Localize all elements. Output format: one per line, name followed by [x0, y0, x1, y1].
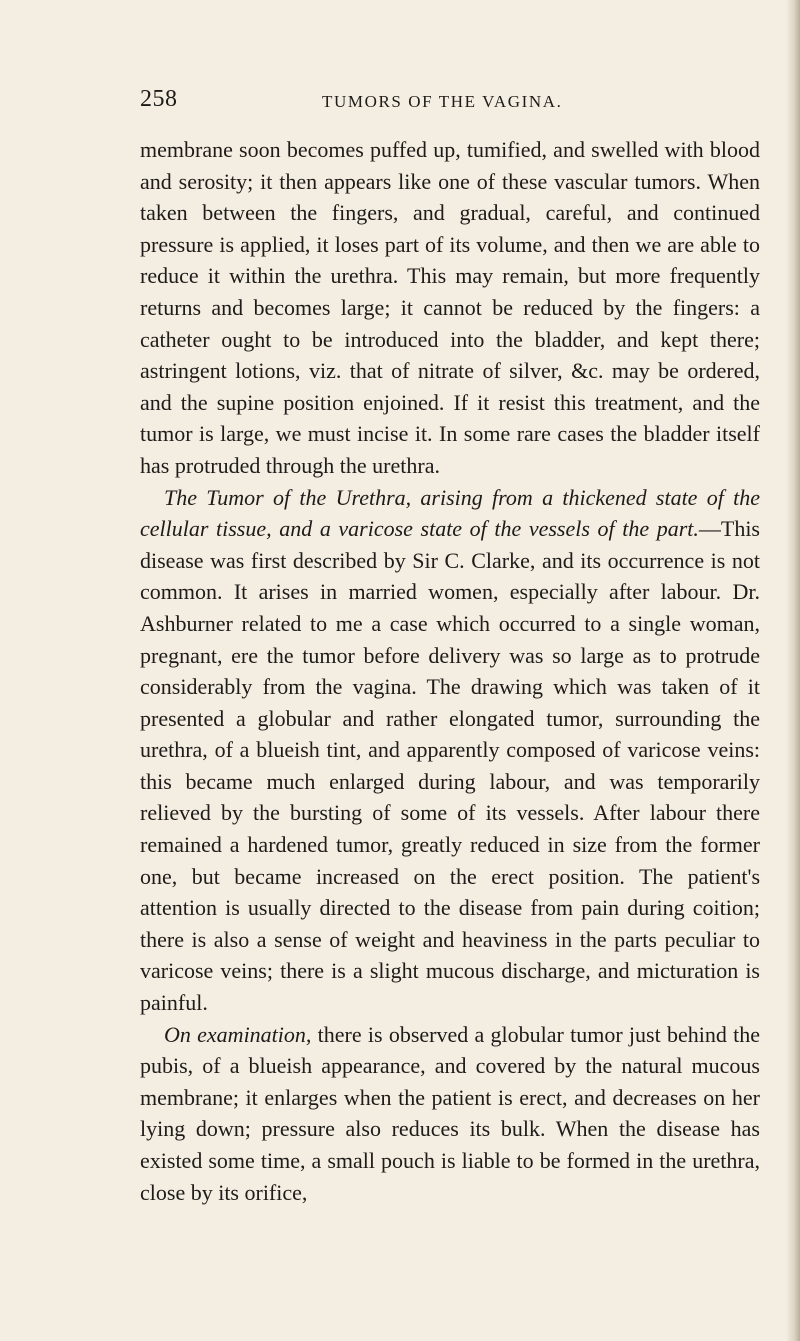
paragraph-1 [140, 134, 760, 482]
paragraph-2 [140, 482, 760, 1019]
paragraph-2-text: —This disease was first described by Sir C. Clarke, and its occurrence is not common. It arises in married women, especially after labour. Dr. Ashburner related to me a case which occurred to a single woman, pregnant, ere the tumor before delivery was so large as to protrude considerably from the vagina. The drawing which was taken of it presented a globular and rather elongated tumor, surrounding the urethra, of a blueish tint, and apparently composed of varicose veins: this became much enlarged during labour, and was temporarily relieved by the bursting of some of its vessels. After labour there remained a hardened tumor, greatly reduced in size from the former one, but became increased on the erect position. The patient's attention is usually directed to the disease from pain during coition; there is also a sense of weight and heaviness in the parts peculiar to varicose veins; there is a slight mucous discharge, and micturation is painful. [140, 516, 760, 1016]
paragraph-1-text: membrane soon becomes puffed up, tumified, and swelled with blood and serosity; it then appears like one of these vascular tumors. When taken between the fingers, and gradual, careful, and continued pressure is applied, it loses part of its volume, and then we are able to reduce it within the urethra. This may remain, but more frequently returns and becomes large; it cannot be reduced by the fingers: a catheter ought to be introduced into the bladder, and kept there; astringent lotions, viz. that of nitrate of silver, &c. may be ordered, and the supine position enjoined. If it resist this treatment, and the tumor is large, we must incise it. In some rare cases the bladder itself has protruded through the urethra. [140, 137, 760, 478]
page-edge-shadow [786, 0, 800, 1341]
page-header [140, 86, 760, 116]
paragraph-3-lead: On examination, [164, 1021, 312, 1047]
running-head: TUMORS OF THE VAGINA. [322, 92, 563, 111]
page-number: 258 [140, 86, 178, 112]
body-text [140, 134, 760, 1208]
paragraph-2-lead: The Tumor of the Urethra, arising from a thickened state of the cellular tissue, and a varicose state of the vessels of the part. [140, 484, 760, 542]
paragraph-3 [140, 1019, 760, 1209]
paragraph-3-text: there is observed a globular tumor just behind the pubis, of a blueish appearance, and covered by the natural mucous membrane; it enlarges when the patient is erect, and decreases on her lying down; pressure also reduces its bulk. When the disease has existed some time, a small pouch is liable to be formed in the urethra, close by its orifice, [140, 1021, 760, 1205]
